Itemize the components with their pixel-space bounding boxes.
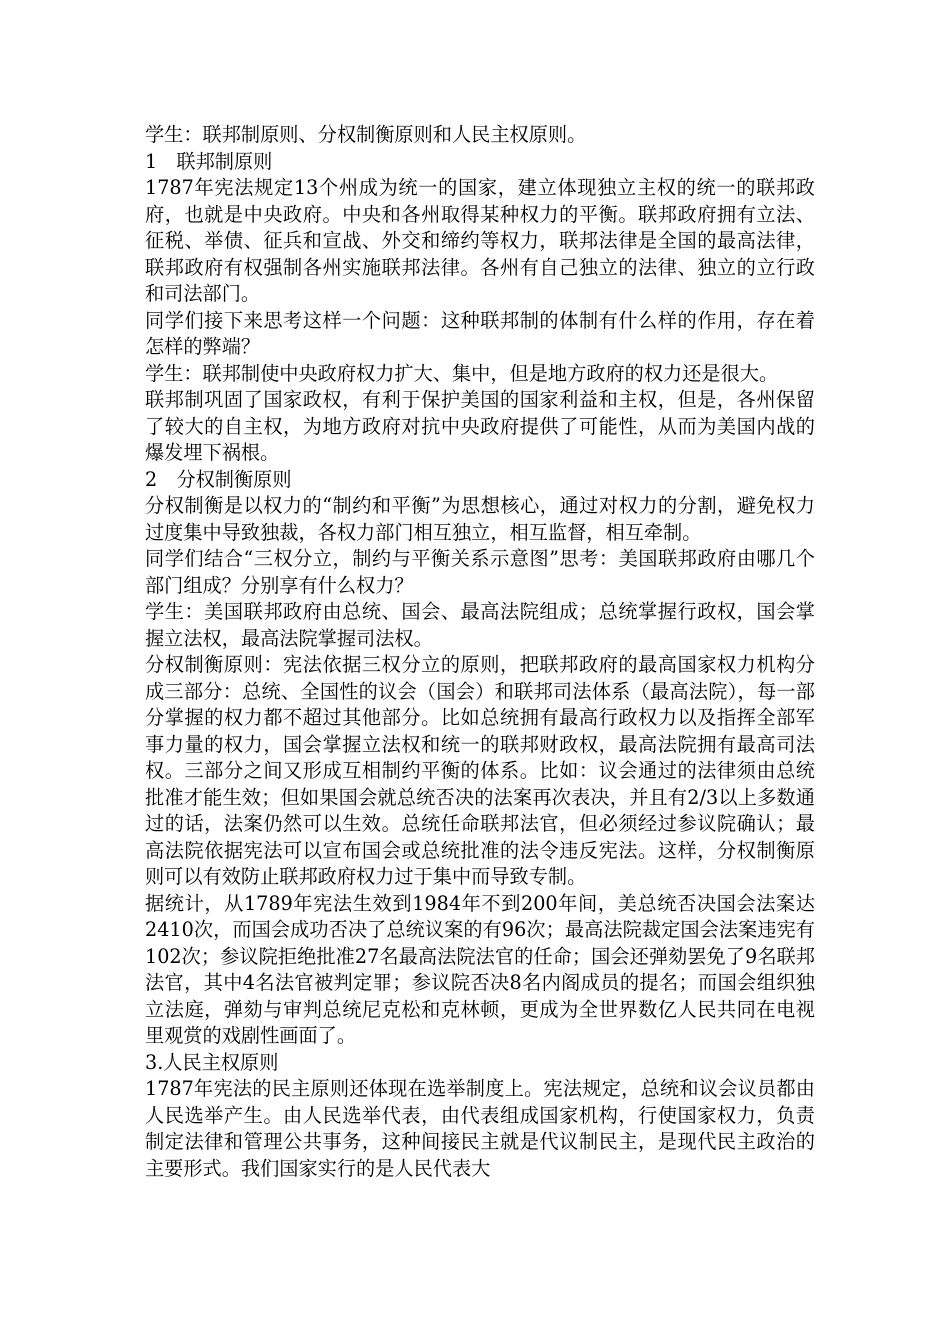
paragraph-federalism-analysis: 联邦制巩固了国家政权，有利于保护美国的国家利益和主权，但是，各州保留了较大的自主权，为地方政府对抗中央政府提供了可能性，从而为美国内战的爆发埋下祸根。 (145, 388, 815, 464)
section-heading-checks-balances: 2 分权制衡原则 (145, 467, 292, 491)
section-heading-popular-sovereignty: 3.人民主权原则 (145, 1050, 279, 1074)
section-heading-federalism: 1 联邦制原则 (145, 149, 273, 173)
paragraph-student-answer-branches: 学生：美国联邦政府由总统、国会、最高法院组成；总统掌握行政权，国会掌握立法权，最高法院掌握司法权。 (145, 600, 815, 650)
paragraph-student-answer-federalism: 学生：联邦制使中央政府权力扩大、集中，但是地方政府的权力还是很大。 (145, 361, 779, 385)
paragraph-popular-sovereignty: 1787年宪法的民主原则还体现在选举制度上。宪法规定，总统和议会议员都由人民选举产生。由人民选举代表，由代表组成国家机构，行使国家权力，负责制定法律和管理公共事务，这种间接民主就是代议制民主，是现代民主政治的主要形式。我们国家实行的是人民代表大 (145, 1077, 815, 1180)
paragraph-checks-balances-explanation: 分权制衡原则：宪法依据三权分立的原则，把联邦政府的最高国家权力机构分成三部分：总统、全国性的议会（国会）和联邦司法体系（最高法院），每一部分掌握的权力都不超过其他部分。比如总统拥有最高行政权力以及指挥全部军事力量的权力，国会掌握立法权和统一的联邦财政权，最高法院拥有最高司法权。三部分之间又形成互相制约平衡的体系。比如：议会通过的法律须由总统批准才能生效；但如果国会就总统否决的法案再次表决，并且有2/3以上多数通过的话，法案仍然可以生效。总统任命联邦法官，但必须经过参议院确认；最高法院依据宪法可以宣布国会或总统批准的法令违反宪法。这样，分权制衡原则可以有效防止联邦政府权力过于集中而导致专制。 (145, 653, 815, 888)
paragraph-statistics: 据统计，从1789年宪法生效到1984年不到200年间，美总统否决国会法案达2410次，而国会成功否决了总统议案的有96次；最高法院裁定国会法案违宪有102次；参议院拒绝批准27名最高法院法官的任命；国会还弹劾罢免了9名联邦法官，其中4名法官被判定罪；参议院否决8名内阁成员的提名；而国会组织独立法庭，弹劾与审判总统尼克松和克林顿，更成为全世界数亿人民共同在电视里观赏的戏剧性画面了。 (145, 891, 815, 1047)
paragraph-checks-balances-question: 同学们结合“三权分立，制约与平衡关系示意图”思考：美国联邦政府由哪几个部门组成？分别享有什么权力？ (145, 547, 815, 597)
paragraph-federalism-question: 同学们接下来思考这样一个问题：这种联邦制的体制有什么样的作用，存在着怎样的弊端？ (145, 308, 815, 358)
document-body (145, 122, 815, 1182)
paragraph-federalism-definition: 1787年宪法规定13个州成为统一的国家，建立体现独立主权的统一的联邦政府，也就是中央政府。中央和各州取得某种权力的平衡。联邦政府拥有立法、征税、举债、征兵和宣战、外交和缔约等权力，联邦法律是全国的最高法律，联邦政府有权强制各州实施联邦法律。各州有自己独立的法律、独立的立行政和司法部门。 (145, 176, 815, 305)
paragraph-checks-balances-definition: 分权制衡是以权力的“制约和平衡”为思想核心，通过对权力的分割，避免权力过度集中导致独裁，各权力部门相互独立，相互监督，相互牵制。 (145, 494, 815, 544)
paragraph-student-answer-principles: 学生：联邦制原则、分权制衡原则和人民主权原则。 (145, 123, 587, 146)
